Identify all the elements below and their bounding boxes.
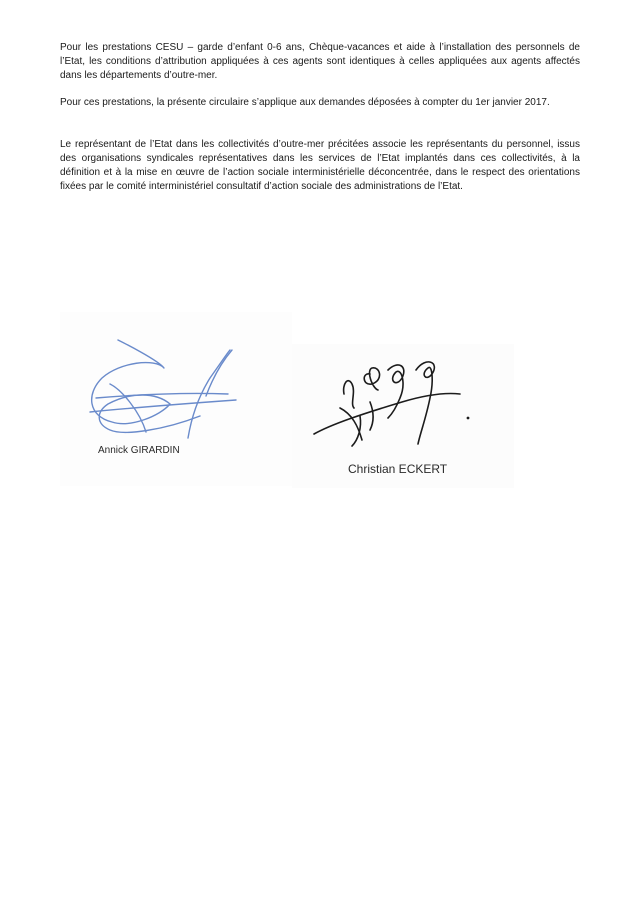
signature-girardin — [60, 312, 292, 486]
paragraph-cesu-conditions: Pour les prestations CESU – garde d’enfant 0-6 ans, Chèque-vacances et aide à l’installation des personnels de l’Etat, les conditions d’attribution appliquées à ces agents sont identiques à celles appliquées aux agents affectés dans les départements d’outre-mer. — [60, 42, 580, 81]
signature-dot — [467, 417, 470, 420]
signature-block — [60, 312, 514, 488]
signatory-name-eckert: Christian ECKERT — [348, 462, 448, 476]
signatory-name-girardin: Annick GIRARDIN — [98, 445, 180, 456]
signature-girardin-scrawl — [60, 312, 292, 486]
paragraph-effective-date: Pour ces prestations, la présente circulaire s’applique aux demandes déposées à compter du 1er janvier 2017. — [60, 97, 550, 108]
signature-eckert — [292, 344, 514, 488]
paragraph-state-representative: Le représentant de l’Etat dans les collectivités d’outre-mer précitées associe les représentants du personnel, issus des organisations syndicales représentatives dans les services de l’Etat implantés dans ces collectivités, à la définition et à la mise en œuvre de l’action sociale interministérielle déconcentrée, dans le respect des orientations fixées par le comité interministériel consultatif d’action sociale des administrations de l’Etat. — [60, 139, 580, 192]
